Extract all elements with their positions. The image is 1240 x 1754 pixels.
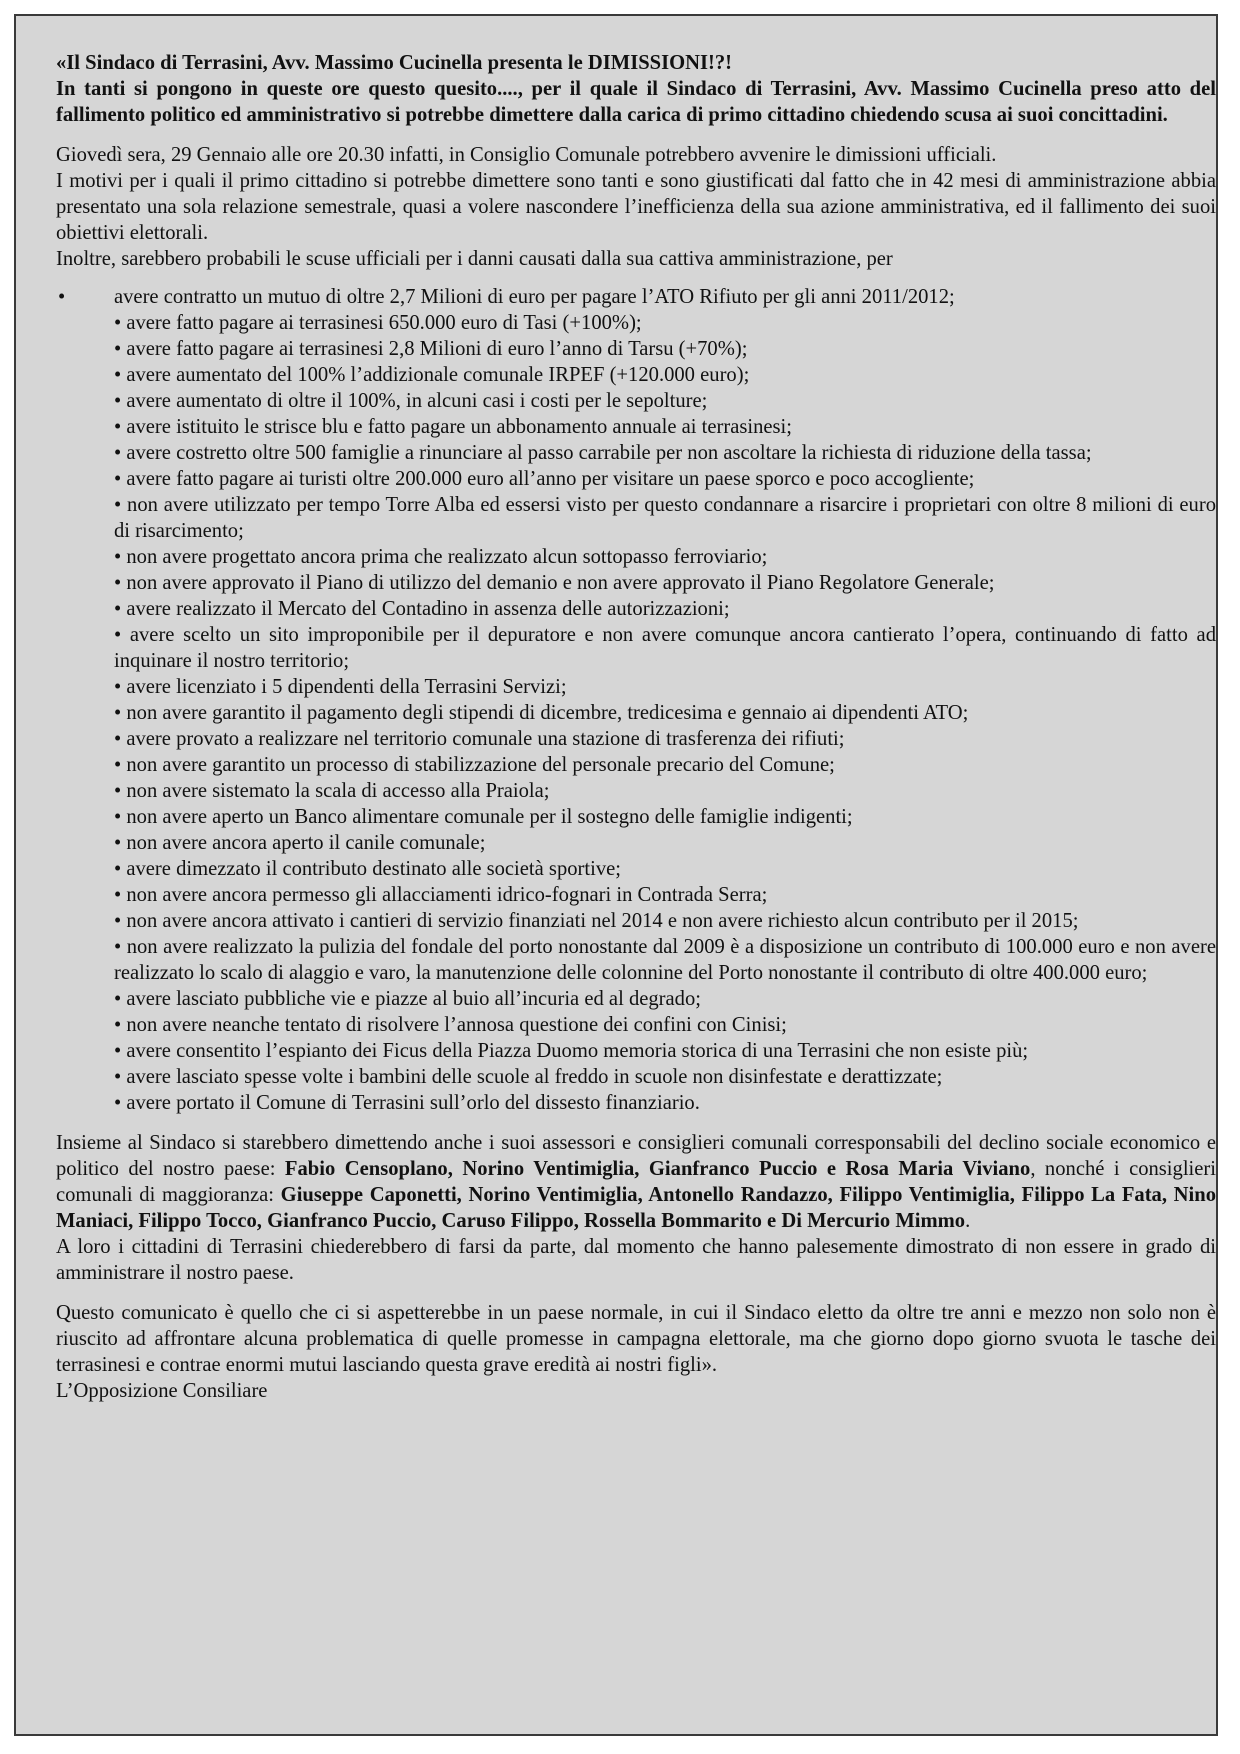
- list-item: • non avere sistemato la scala di accesso alla Praiola;: [114, 780, 550, 802]
- grievance-list: [56, 284, 1216, 1116]
- list-item: • avere provato a realizzare nel territorio comunale una stazione di trasferenza dei rifiuti;: [114, 728, 845, 750]
- list-item: • avere dimezzato il contributo destinato alle società sportive;: [114, 858, 622, 880]
- list-item: • avere fatto pagare ai terrasinesi 2,8 Milioni di euro l’anno di Tarsu (+70%);: [114, 338, 748, 360]
- bullet-marker: •: [58, 286, 66, 308]
- document-frame: [14, 14, 1218, 1736]
- list-item: • avere consentito l’espianto dei Ficus della Piazza Duomo memoria storica di una Terrasini che non esiste più;: [114, 1040, 1029, 1062]
- list-item: • non avere progettato ancora prima che realizzato alcun sottopasso ferroviario;: [114, 546, 768, 568]
- intro-paragraph-1: Giovedì sera, 29 Gennaio alle ore 20.30 infatti, in Consiglio Comunale potrebbero avvenire le dimissioni ufficiali.: [56, 144, 997, 166]
- closing-text-c: .: [965, 1210, 971, 1232]
- list-item: • non avere aperto un Banco alimentare comunale per il sostegno delle famiglie indigenti;: [114, 806, 853, 828]
- closing-paragraph-1: [56, 1130, 1216, 1234]
- assessori-names: Fabio Censoplano, Norino Ventimiglia, Gianfranco Puccio e Rosa Maria Viviano: [284, 1158, 1031, 1180]
- list-item: • avere lasciato pubbliche vie e piazze al buio all’incuria ed al degrado;: [114, 988, 701, 1010]
- list-item: • avere scelto un sito improponibile per il depuratore e non avere comunque ancora cantierato l’opera, continuando di fatto ad inquinare il nostro territorio;: [114, 624, 1216, 672]
- list-item: • non avere ancora aperto il canile comunale;: [114, 832, 486, 854]
- intro-paragraph-2: I motivi per i quali il primo cittadino si potrebbe dimettere sono tanti e sono giustificati dal fatto che in 42 mesi di amministrazione abbia presentato una sola relazione semestrale, quasi a volere nascondere l’inefficienza della sua azione amministrativa, ed il fallimento dei suoi obiettivi elettorali.: [56, 170, 1216, 244]
- list-item: • non avere utilizzato per tempo Torre Alba ed essersi visto per questo condannare a risarcire i proprietari con oltre 8 milioni di euro di risarcimento;: [114, 494, 1216, 542]
- list-item-text: avere contratto un mutuo di oltre 2,7 Milioni di euro per pagare l’ATO Rifiuto per gli anni 2011/2012;: [114, 286, 955, 308]
- list-item: • avere fatto pagare ai terrasinesi 650.000 euro di Tasi (+100%);: [114, 312, 642, 334]
- list-item: • non avere garantito il pagamento degli stipendi di dicembre, tredicesima e gennaio ai dipendenti ATO;: [114, 702, 969, 724]
- list-item: • non avere garantito un processo di stabilizzazione del personale precario del Comune;: [114, 754, 835, 776]
- list-item: • avere aumentato del 100% l’addizionale comunale IRPEF (+120.000 euro);: [114, 364, 750, 386]
- list-item: • avere istituito le strisce blu e fatto pagare un abbonamento annuale ai terrasinesi;: [114, 416, 792, 438]
- list-item: • avere portato il Comune di Terrasini sull’orlo del dissesto finanziario.: [114, 1092, 700, 1114]
- closing-text-a: Insieme al Sindaco si starebbero dimettendo anche i suoi assessori e consiglieri comunali corresponsabili del declino sociale economico e politico del nostro paese:: [56, 1132, 1216, 1180]
- list-item: • non avere neanche tentato di risolvere l’annosa questione dei confini con Cinisi;: [114, 1014, 787, 1036]
- document-body: [56, 50, 1216, 1404]
- headline-title: «Il Sindaco di Terrasini, Avv. Massimo Cucinella presenta le DIMISSIONI!?!: [56, 52, 733, 74]
- list-item: • non avere realizzato la pulizia del fondale del porto nonostante dal 2009 è a disposizione un contributo di 100.000 euro e non avere realizzato lo scalo di alaggio e varo, la manutenzione delle colonnine del Porto nonostante il contributo di oltre 400.000 euro;: [114, 936, 1216, 984]
- consiglieri-names: Giuseppe Caponetti, Norino Ventimiglia, Antonello Randazzo, Filippo Ventimiglia, Filippo La Fata, Nino Maniaci, Filippo Tocco, Gianfranco Puccio, Caruso Filippo, Rossella Bommarito e Di Mercurio Mimmo: [56, 1184, 1216, 1232]
- list-item: • non avere ancora permesso gli allacciamenti idrico-fognari in Contrada Serra;: [114, 884, 768, 906]
- list-item: • avere licenziato i 5 dipendenti della Terrasini Servizi;: [114, 676, 567, 698]
- list-item: • avere fatto pagare ai turisti oltre 200.000 euro all’anno per visitare un paese sporco e poco accogliente;: [114, 468, 975, 490]
- list-item: [56, 284, 1216, 310]
- list-item: • avere lasciato spesse volte i bambini delle scuole al freddo in scuole non disinfestate e derattizzate;: [114, 1066, 943, 1088]
- list-item: • non avere ancora attivato i cantieri di servizio finanziati nel 2014 e non avere richiesto alcun contributo per il 2015;: [114, 910, 1079, 932]
- closing-paragraph-3: Questo comunicato è quello che ci si aspetterebbe in un paese normale, in cui il Sindaco eletto da oltre tre anni e mezzo non solo non è riuscito ad affrontare alcuna problematica di quelle promesse in campagna elettorale, ma che giorno dopo giorno svuota le tasche dei terrasinesi e contrae enormi mutui lasciando questa grave eredità ai nostri figli».: [56, 1302, 1216, 1376]
- list-item: • avere realizzato il Mercato del Contadino in assenza delle autorizzazioni;: [114, 598, 730, 620]
- list-item: • non avere approvato il Piano di utilizzo del demanio e non avere approvato il Piano Regolatore Generale;: [114, 572, 995, 594]
- signature: L’Opposizione Consiliare: [56, 1380, 268, 1402]
- closing-text-b: , nonché i consiglieri comunali di maggioranza:: [56, 1158, 1216, 1206]
- headline: [56, 50, 1216, 128]
- intro-paragraph-3: Inoltre, sarebbero probabili le scuse ufficiali per i danni causati dalla sua cattiva amministrazione, per: [56, 248, 893, 270]
- list-item: • avere aumentato di oltre il 100%, in alcuni casi i costi per le sepolture;: [114, 390, 708, 412]
- list-item: • avere costretto oltre 500 famiglie a rinunciare al passo carrabile per non ascoltare la richiesta di riduzione della tassa;: [114, 442, 1092, 464]
- closing-paragraph-2: A loro i cittadini di Terrasini chiederebbero di farsi da parte, dal momento che hanno palesemente dimostrato di non essere in grado di amministrare il nostro paese.: [56, 1236, 1216, 1284]
- headline-subtitle: In tanti si pongono in queste ore questo quesito...., per il quale il Sindaco di Terrasini, Avv. Massimo Cucinella preso atto del fallimento politico ed amministrativo si potrebbe dimettere dalla carica di primo cittadino chiedendo scusa ai suoi concittadini.: [56, 78, 1216, 126]
